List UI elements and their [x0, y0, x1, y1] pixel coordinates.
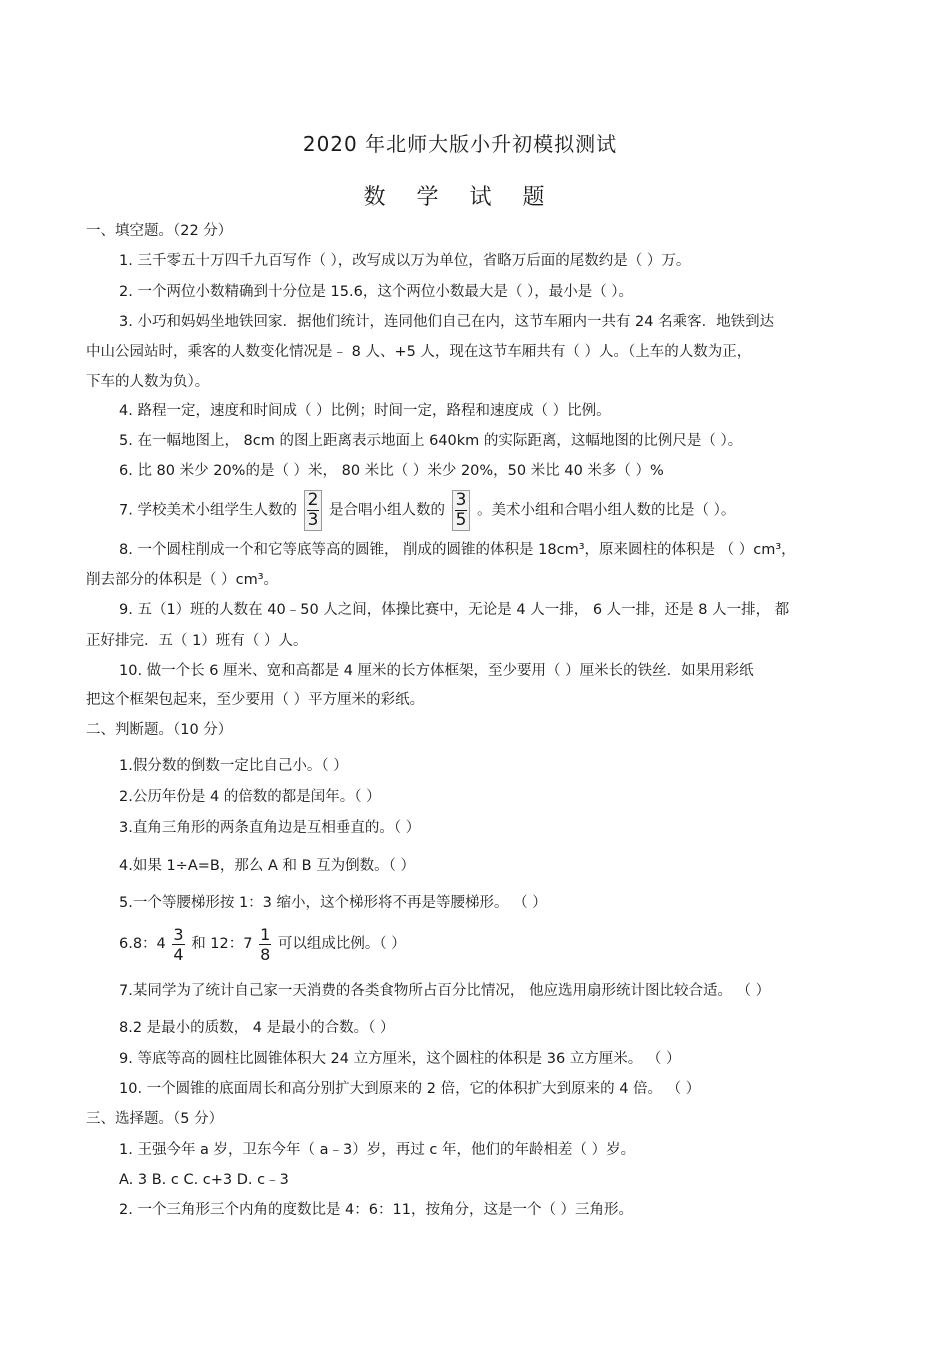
question-judge-9: 9. 等底等高的圆柱比圆锥体积大 24 立方厘米，这个圆柱的体积是 36 立方厘米。 （ ）	[119, 1051, 681, 1067]
question-choice-1: 1. 王强今年 a 岁，卫东今年（ a﹣3）岁，再过 c 年，他们的年龄相差（ ）岁。	[119, 1142, 636, 1158]
question-choice-1-options: A. 3 B. c C. c+3 D. c﹣3	[119, 1172, 289, 1188]
question-judge-1: 1.假分数的倒数一定比自己小。（ ）	[119, 758, 348, 774]
question-fill-10-line1: 10. 做一个长 6 厘米、宽和高都是 4 厘米的长方体框架，至少要用（ ）厘米长的铁丝．如果用彩纸	[119, 663, 754, 679]
fraction-denominator: 5	[455, 510, 467, 530]
question-fill-3-line2: 中山公园站时，乘客的人数变化情况是﹣ 8 人、+5 人，现在这节车厢共有（ ）人。（上车的人数为正，	[86, 344, 752, 360]
question-judge-6	[119, 920, 406, 968]
question-judge-7: 7.某同学为了统计自己家一天消费的各类食物所占百分比情况， 他应选用扇形统计图比较合适。 （ ）	[119, 983, 771, 999]
section-heading-choice: 三、选择题。（5 分）	[86, 1111, 224, 1127]
fraction-numerator: 2	[307, 490, 319, 510]
question-fill-9-line1: 9. 五（1）班的人数在 40﹣50 人之间，体操比赛中，无论是 4 人一排， 6 人一排，还是 8 人一排， 都	[119, 602, 790, 618]
fraction-denominator: 4	[173, 944, 184, 964]
question-judge-4: 4.如果 1÷A=B，那么 A 和 B 互为倒数。（ ）	[119, 858, 415, 874]
question-judge-10: 10. 一个圆锥的底面周长和高分别扩大到原来的 2 倍，它的体积扩大到原来的 4 倍。 （ ）	[119, 1081, 701, 1097]
fraction-denominator: 3	[307, 510, 319, 530]
question-fill-10-line2: 把这个框架包起来，至少要用（ ）平方厘米的彩纸。	[86, 692, 425, 708]
question-fill-8-line1: 8. 一个圆柱削成一个和它等底等高的圆锥， 削成的圆锥的体积是 18cm³，原来圆柱的体积是 （ ）cm³，	[119, 542, 796, 558]
fraction-numerator: 3	[455, 490, 467, 510]
question-fill-8-line2: 削去部分的体积是（ ）cm³。	[86, 572, 279, 588]
question-fill-7-text-b: 是合唱小组人数的	[329, 502, 445, 519]
question-fill-7-text-c: 。美术小组和合唱小组人数的比是（ ）。	[477, 502, 736, 519]
fraction-numerator: 3	[173, 924, 184, 944]
question-judge-6-text-b: 和 12：7	[191, 936, 253, 952]
question-fill-3-line1: 3. 小巧和妈妈坐地铁回家．据他们统计，连同他们自己在内，这节车厢内一共有 24 名乘客．地铁到达	[119, 314, 775, 330]
question-choice-2: 2. 一个三角形三个内角的度数比是 4：6：11，按角分，这是一个（ ）三角形。	[119, 1202, 634, 1218]
question-fill-1: 1. 三千零五十万四千九百写作（ ），改写成以万为单位，省略万后面的尾数约是（ ）万。	[119, 253, 691, 269]
fraction-denominator: 8	[260, 944, 271, 964]
question-judge-5: 5.一个等腰梯形按 1：3 缩小，这个梯形将不再是等腰梯形。 （ ）	[119, 895, 547, 911]
page-title: 2020 年北师大版小升初模拟测试	[302, 132, 618, 156]
question-judge-6-text-a: 6.8：4	[119, 936, 166, 952]
page-subtitle: 数 学 试 题	[363, 185, 557, 210]
question-fill-3-line3: 下车的人数为负）。	[86, 374, 210, 390]
fraction-two-thirds	[304, 490, 323, 531]
question-fill-4: 4. 路程一定，速度和时间成（ ）比例；时间一定，路程和速度成（ ）比例。	[119, 403, 611, 419]
question-fill-5: 5. 在一幅地图上， 8cm 的图上距离表示地面上 640km 的实际距离，这幅地图的比例尺是（ ）。	[119, 433, 743, 449]
question-judge-8: 8.2 是最小的质数， 4 是最小的合数。（ ）	[119, 1020, 395, 1036]
fraction-three-fifths	[452, 490, 471, 531]
question-judge-6-text-c: 可以组成比例。（ ）	[277, 936, 406, 952]
section-heading-judge: 二、判断题。（10 分）	[86, 722, 233, 738]
fraction-one-eighth	[259, 925, 271, 964]
fraction-three-quarters	[172, 925, 184, 964]
question-judge-3: 3.直角三角形的两条直角边是互相垂直的。（ ）	[119, 820, 421, 836]
question-fill-6: 6. 比 80 米少 20%的是（ ）米， 80 米比（ ）米少 20%，50 米比 40 米多（ ）%	[119, 463, 664, 479]
question-judge-2: 2.公历年份是 4 的倍数的都是闰年。（ ）	[119, 789, 381, 805]
question-fill-9-line2: 正好排完．五（ 1）班有（ ）人。	[86, 633, 308, 649]
question-fill-7	[119, 490, 735, 531]
question-fill-2: 2. 一个两位小数精确到十分位是 15.6，这个两位小数最大是（ ），最小是（ ）。	[119, 284, 634, 300]
question-fill-7-text-a: 7. 学校美术小组学生人数的	[119, 502, 297, 519]
fraction-numerator: 1	[260, 924, 271, 944]
section-heading-fill: 一、填空题。（22 分）	[86, 223, 233, 239]
